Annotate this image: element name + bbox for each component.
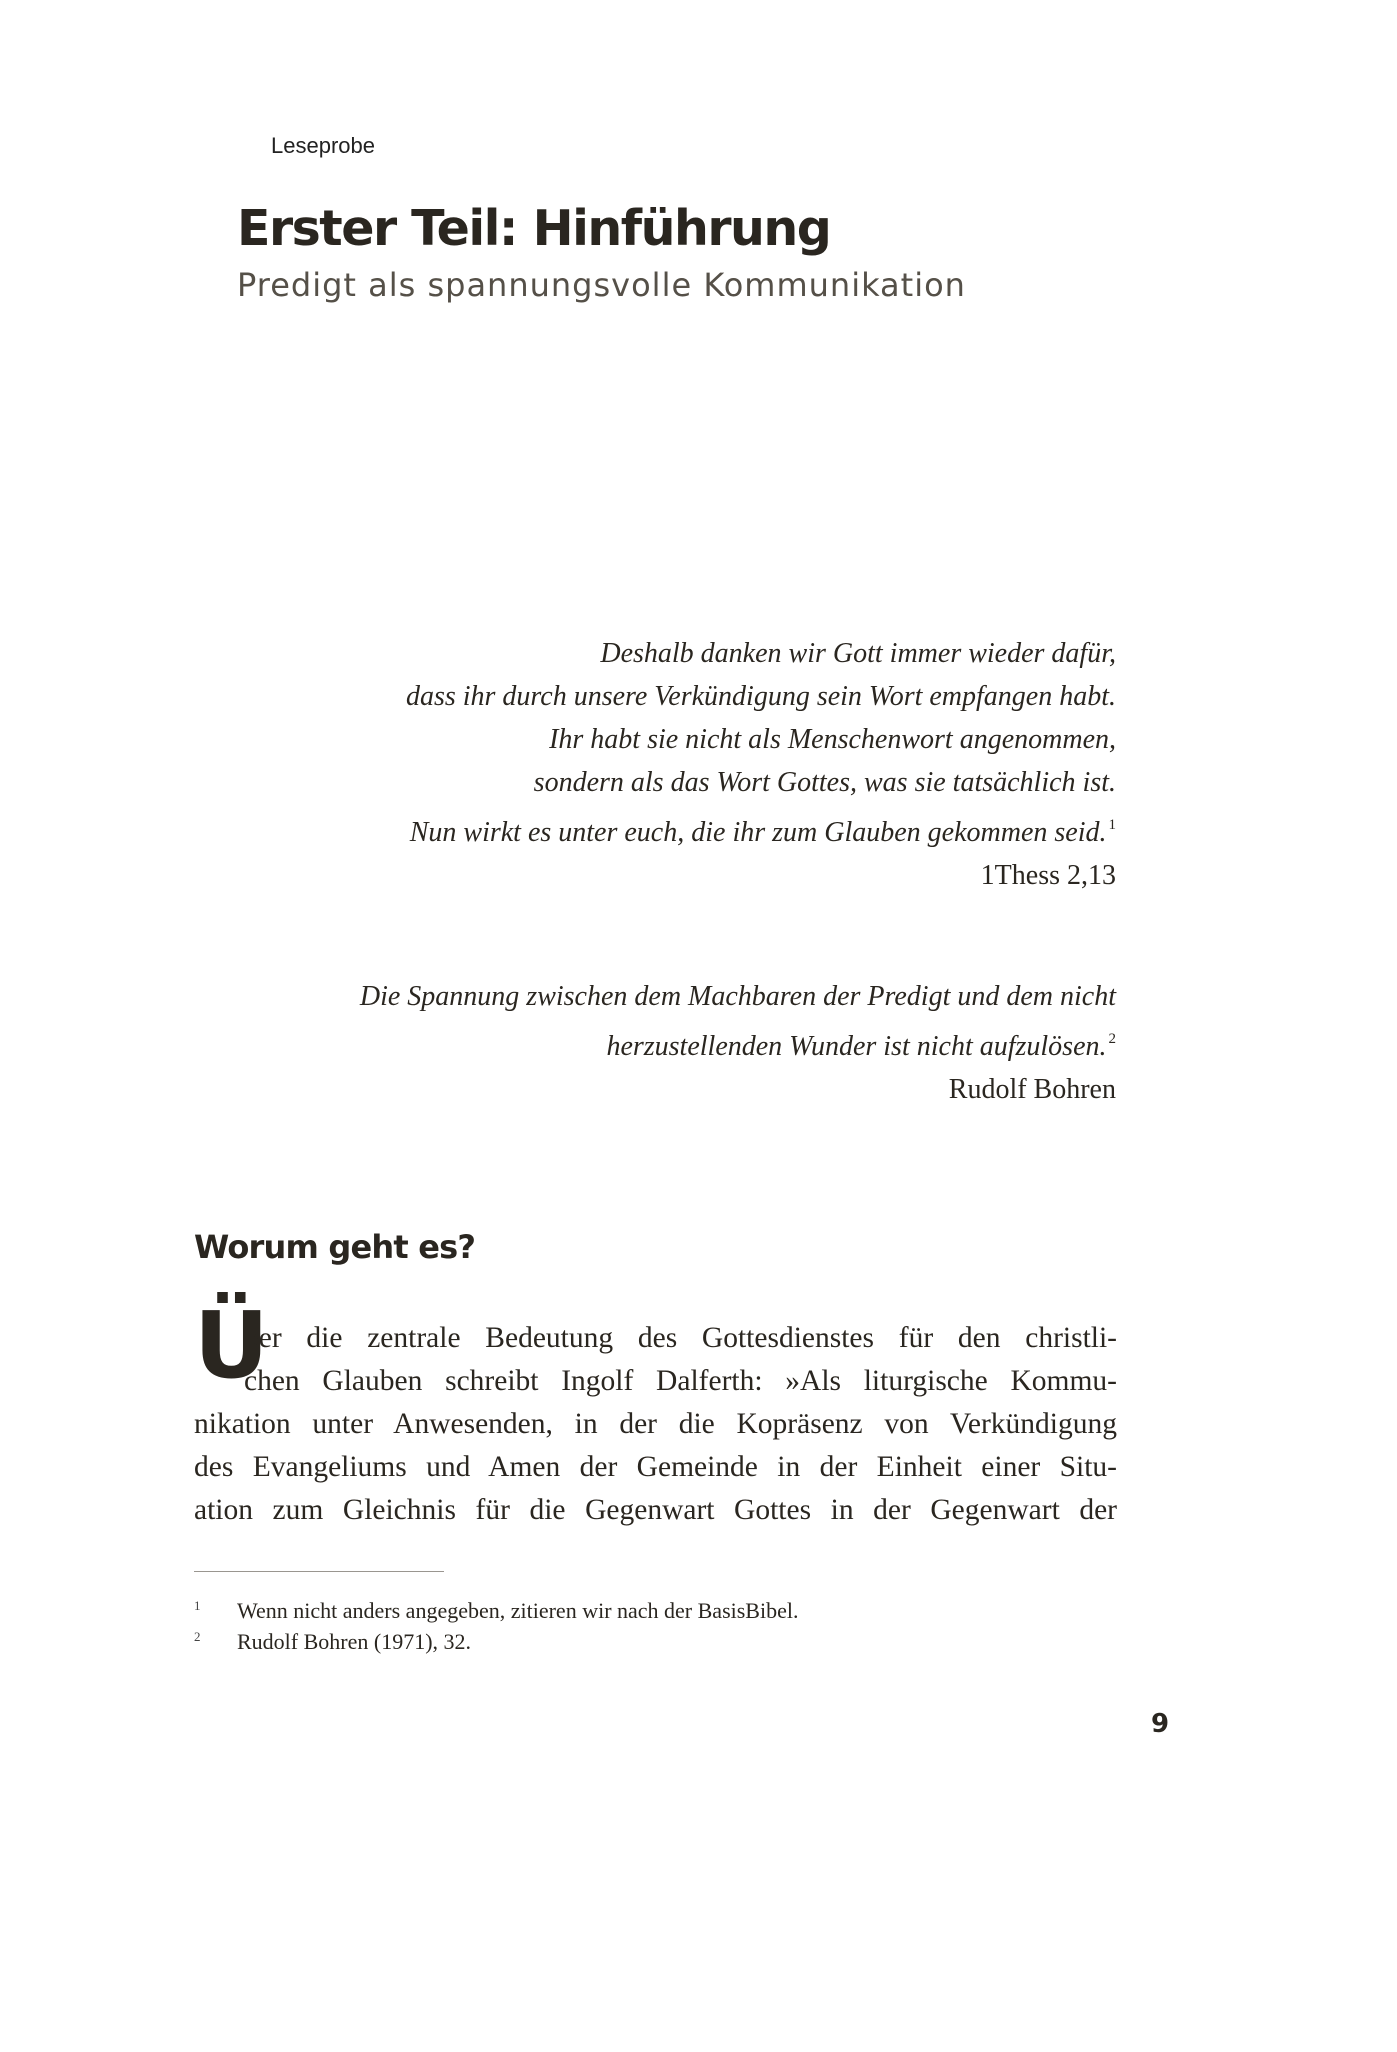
epigraph-line-last [216, 804, 1116, 854]
body-line: chen Glauben schreibt Ingolf Dalferth: »Als liturgische Kommu- [244, 1365, 1117, 1397]
footnote-number: 2 [194, 1629, 201, 1644]
epigraph-line-last [216, 1018, 1116, 1068]
body-line: ation zum Gleichnis für die Gegenwart Gottes in der Gegenwart der [194, 1494, 1117, 1526]
chapter-title: Erster Teil: Hinführung [237, 200, 831, 257]
footnote-text: Wenn nicht anders angegeben, zitieren wir nach der BasisBibel. [237, 1598, 799, 1623]
epigraph-line-text: Nun wirkt es unter euch, die ihr zum Glauben gekommen seid. [409, 817, 1107, 848]
epigraph-line-text: herzustellenden Wunder ist nicht aufzulösen. [606, 1031, 1107, 1062]
footnote-1 [194, 1590, 1094, 1621]
epigraph-line: Deshalb danken wir Gott immer wieder dafür, [600, 638, 1116, 669]
chapter-subtitle: Predigt als spannungsvolle Kommunikation [237, 266, 966, 304]
body-line: nikation unter Anwesenden, in der die Kopräsenz von Verkündigung [194, 1408, 1117, 1440]
body-line: des Evangeliums und Amen der Gemeinde in der Einheit einer Situ- [194, 1451, 1117, 1483]
epigraph-line: Die Spannung zwischen dem Machbaren der Predigt und dem nicht [359, 981, 1116, 1012]
excerpt-label: Leseprobe [271, 133, 375, 158]
epigraph-line: dass ihr durch unsere Verkündigung sein Wort empfangen habt. [405, 681, 1116, 712]
footnote-text: Rudolf Bohren (1971), 32. [237, 1629, 472, 1654]
epigraph-line: sondern als das Wort Gottes, was sie tatsächlich ist. [533, 767, 1116, 798]
drop-cap: Ü [194, 1292, 269, 1399]
epigraph-source: Rudolf Bohren [948, 1074, 1116, 1105]
footnote-ref-2[interactable]: 2 [1108, 1031, 1116, 1047]
body-line: ber die zentrale Bedeutung des Gottesdienstes für den christli- [244, 1322, 1117, 1354]
epigraph-source: 1Thess 2,13 [980, 860, 1116, 891]
epigraph-bible-quote [216, 632, 1116, 897]
page-number: 9 [1151, 1709, 1170, 1739]
body-paragraph [194, 1317, 1117, 1532]
epigraph-line: Ihr habt sie nicht als Menschenwort angenommen, [549, 724, 1116, 755]
footnote-2 [194, 1621, 1094, 1652]
footnote-number: 1 [194, 1598, 201, 1613]
footnotes [194, 1590, 1094, 1652]
footnote-ref-1[interactable]: 1 [1108, 817, 1116, 833]
section-heading: Worum geht es? [194, 1228, 476, 1266]
footnote-divider [194, 1571, 444, 1572]
epigraph-bohren-quote [216, 975, 1116, 1111]
